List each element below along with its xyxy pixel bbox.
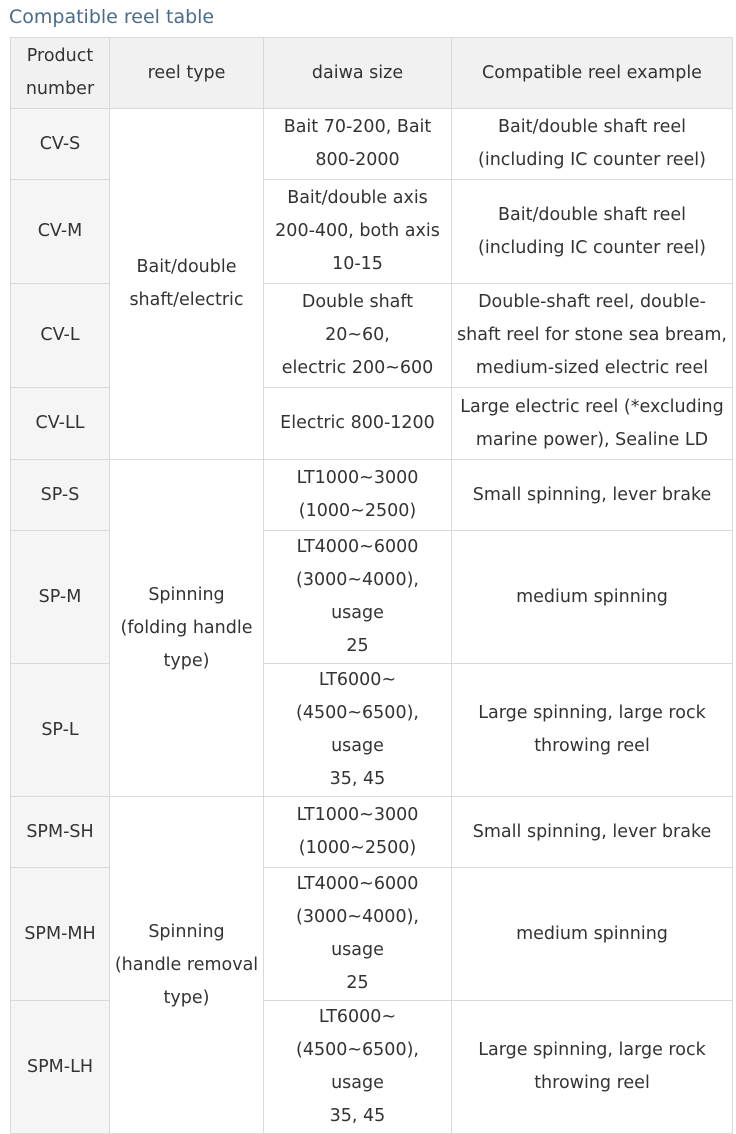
table-title: Compatible reel table [9, 6, 215, 28]
cell-line: Double-shaft reel, double- [478, 292, 706, 312]
cell-line: Large spinning, large rock [478, 703, 706, 723]
cell-line: throwing reel [534, 1073, 650, 1093]
cell-line: shaft reel for stone sea bream, [457, 325, 727, 345]
cell-line: (3000~4000), usage [296, 907, 419, 960]
header-product-number [11, 38, 110, 109]
daiwa-size-cell [264, 868, 452, 1001]
cell-line: (1000~2500) [298, 838, 417, 858]
product-number-cell: CV-L [11, 284, 110, 388]
cell-line: (4500~6500), usage [296, 1040, 419, 1093]
compatible-example-cell [452, 284, 733, 388]
compatible-example-cell [452, 664, 733, 797]
header-row [11, 38, 733, 109]
product-number-cell: SPM-LH [11, 1001, 110, 1134]
cell-line: medium spinning [516, 586, 668, 607]
compatible-example-cell [452, 388, 733, 460]
cell-line: shaft/electric [129, 290, 244, 310]
table-body [11, 109, 733, 1134]
cell-line: (4500~6500), usage [296, 703, 419, 756]
daiwa-size-cell [264, 1001, 452, 1134]
cell-line: type) [163, 987, 210, 1008]
cell-line: Bait/double axis [287, 188, 428, 208]
product-number-cell: SPM-MH [11, 868, 110, 1001]
cell-line: type) [163, 650, 210, 671]
compatible-example-cell [452, 868, 733, 1001]
compatible-example-cell [452, 180, 733, 284]
header-reel-type: reel type [110, 38, 264, 109]
cell-line: LT6000~ [318, 1007, 397, 1027]
product-number-cell: SPM-SH [11, 797, 110, 868]
cell-line: medium-sized electric reel [475, 358, 709, 378]
cell-line: (3000~4000), usage [296, 570, 419, 623]
header-daiwa-size: daiwa size [264, 38, 452, 109]
product-number-cell: SP-L [11, 664, 110, 797]
table-row [11, 109, 733, 180]
cell-line: (including IC counter reel) [478, 150, 706, 170]
cell-line: Electric 800-1200 [280, 413, 435, 433]
reel-type-cell [110, 797, 264, 1134]
cell-line: Bait 70-200, Bait [283, 117, 432, 137]
daiwa-size-cell [264, 284, 452, 388]
product-number-cell: CV-LL [11, 388, 110, 460]
cell-line: (including IC counter reel) [478, 237, 706, 258]
reel-type-cell [110, 109, 264, 460]
cell-line: Spinning [148, 584, 225, 605]
cell-line: 25 [346, 636, 369, 656]
cell-line: LT1000~3000 [296, 805, 419, 825]
daiwa-size-cell [264, 797, 452, 868]
product-number-cell: SP-M [11, 531, 110, 664]
cell-line: LT6000~ [318, 670, 397, 690]
table-row [11, 797, 733, 868]
cell-line: LT4000~6000 [296, 874, 419, 894]
cell-line: Large electric reel (*excluding [460, 396, 724, 417]
cell-line: 35, 45 [329, 1106, 386, 1126]
table-row [11, 460, 733, 531]
reel-type-cell [110, 460, 264, 797]
cell-line: Small spinning, lever brake [472, 821, 712, 842]
product-number-cell: SP-S [11, 460, 110, 531]
cell-line: Bait/double shaft reel [498, 117, 686, 137]
daiwa-size-cell [264, 109, 452, 180]
daiwa-size-cell [264, 460, 452, 531]
daiwa-size-cell [264, 531, 452, 664]
cell-line: 800-2000 [315, 150, 400, 170]
compatible-example-cell [452, 109, 733, 180]
cell-line: (1000~2500) [298, 501, 417, 521]
compatible-example-cell [452, 797, 733, 868]
cell-line: medium spinning [516, 923, 668, 944]
product-number-cell: CV-S [11, 109, 110, 180]
cell-line: Double shaft 20~60, [301, 292, 414, 345]
daiwa-size-cell [264, 180, 452, 284]
cell-line: Spinning [148, 921, 225, 942]
compatible-example-cell [452, 531, 733, 664]
compatible-example-cell [452, 1001, 733, 1134]
cell-line: Bait/double shaft reel [498, 204, 686, 225]
cell-line: marine power), Sealine LD [475, 429, 709, 450]
cell-line: LT1000~3000 [296, 468, 419, 488]
daiwa-size-cell [264, 388, 452, 460]
cell-line: electric 200~600 [281, 358, 434, 378]
compatible-example-cell [452, 460, 733, 531]
cell-line: 25 [346, 973, 369, 993]
cell-line: (handle removal [114, 954, 259, 975]
cell-line: throwing reel [534, 736, 650, 756]
cell-line: Large spinning, large rock [478, 1040, 706, 1060]
cell-line: 10-15 [332, 254, 383, 274]
cell-line: (folding handle [120, 617, 253, 638]
cell-line: LT4000~6000 [296, 537, 419, 557]
cell-line: Bait/double [136, 257, 237, 277]
cell-line: 200-400, both axis [275, 221, 440, 241]
product-number-cell: CV-M [11, 180, 110, 284]
header-line: number [25, 79, 95, 99]
cell-line: 35, 45 [329, 769, 386, 789]
header-line: Product [26, 46, 94, 66]
compatible-reel-table [10, 37, 733, 1134]
cell-line: Small spinning, lever brake [472, 484, 712, 505]
header-compatible-example: Compatible reel example [452, 38, 733, 109]
daiwa-size-cell [264, 664, 452, 797]
